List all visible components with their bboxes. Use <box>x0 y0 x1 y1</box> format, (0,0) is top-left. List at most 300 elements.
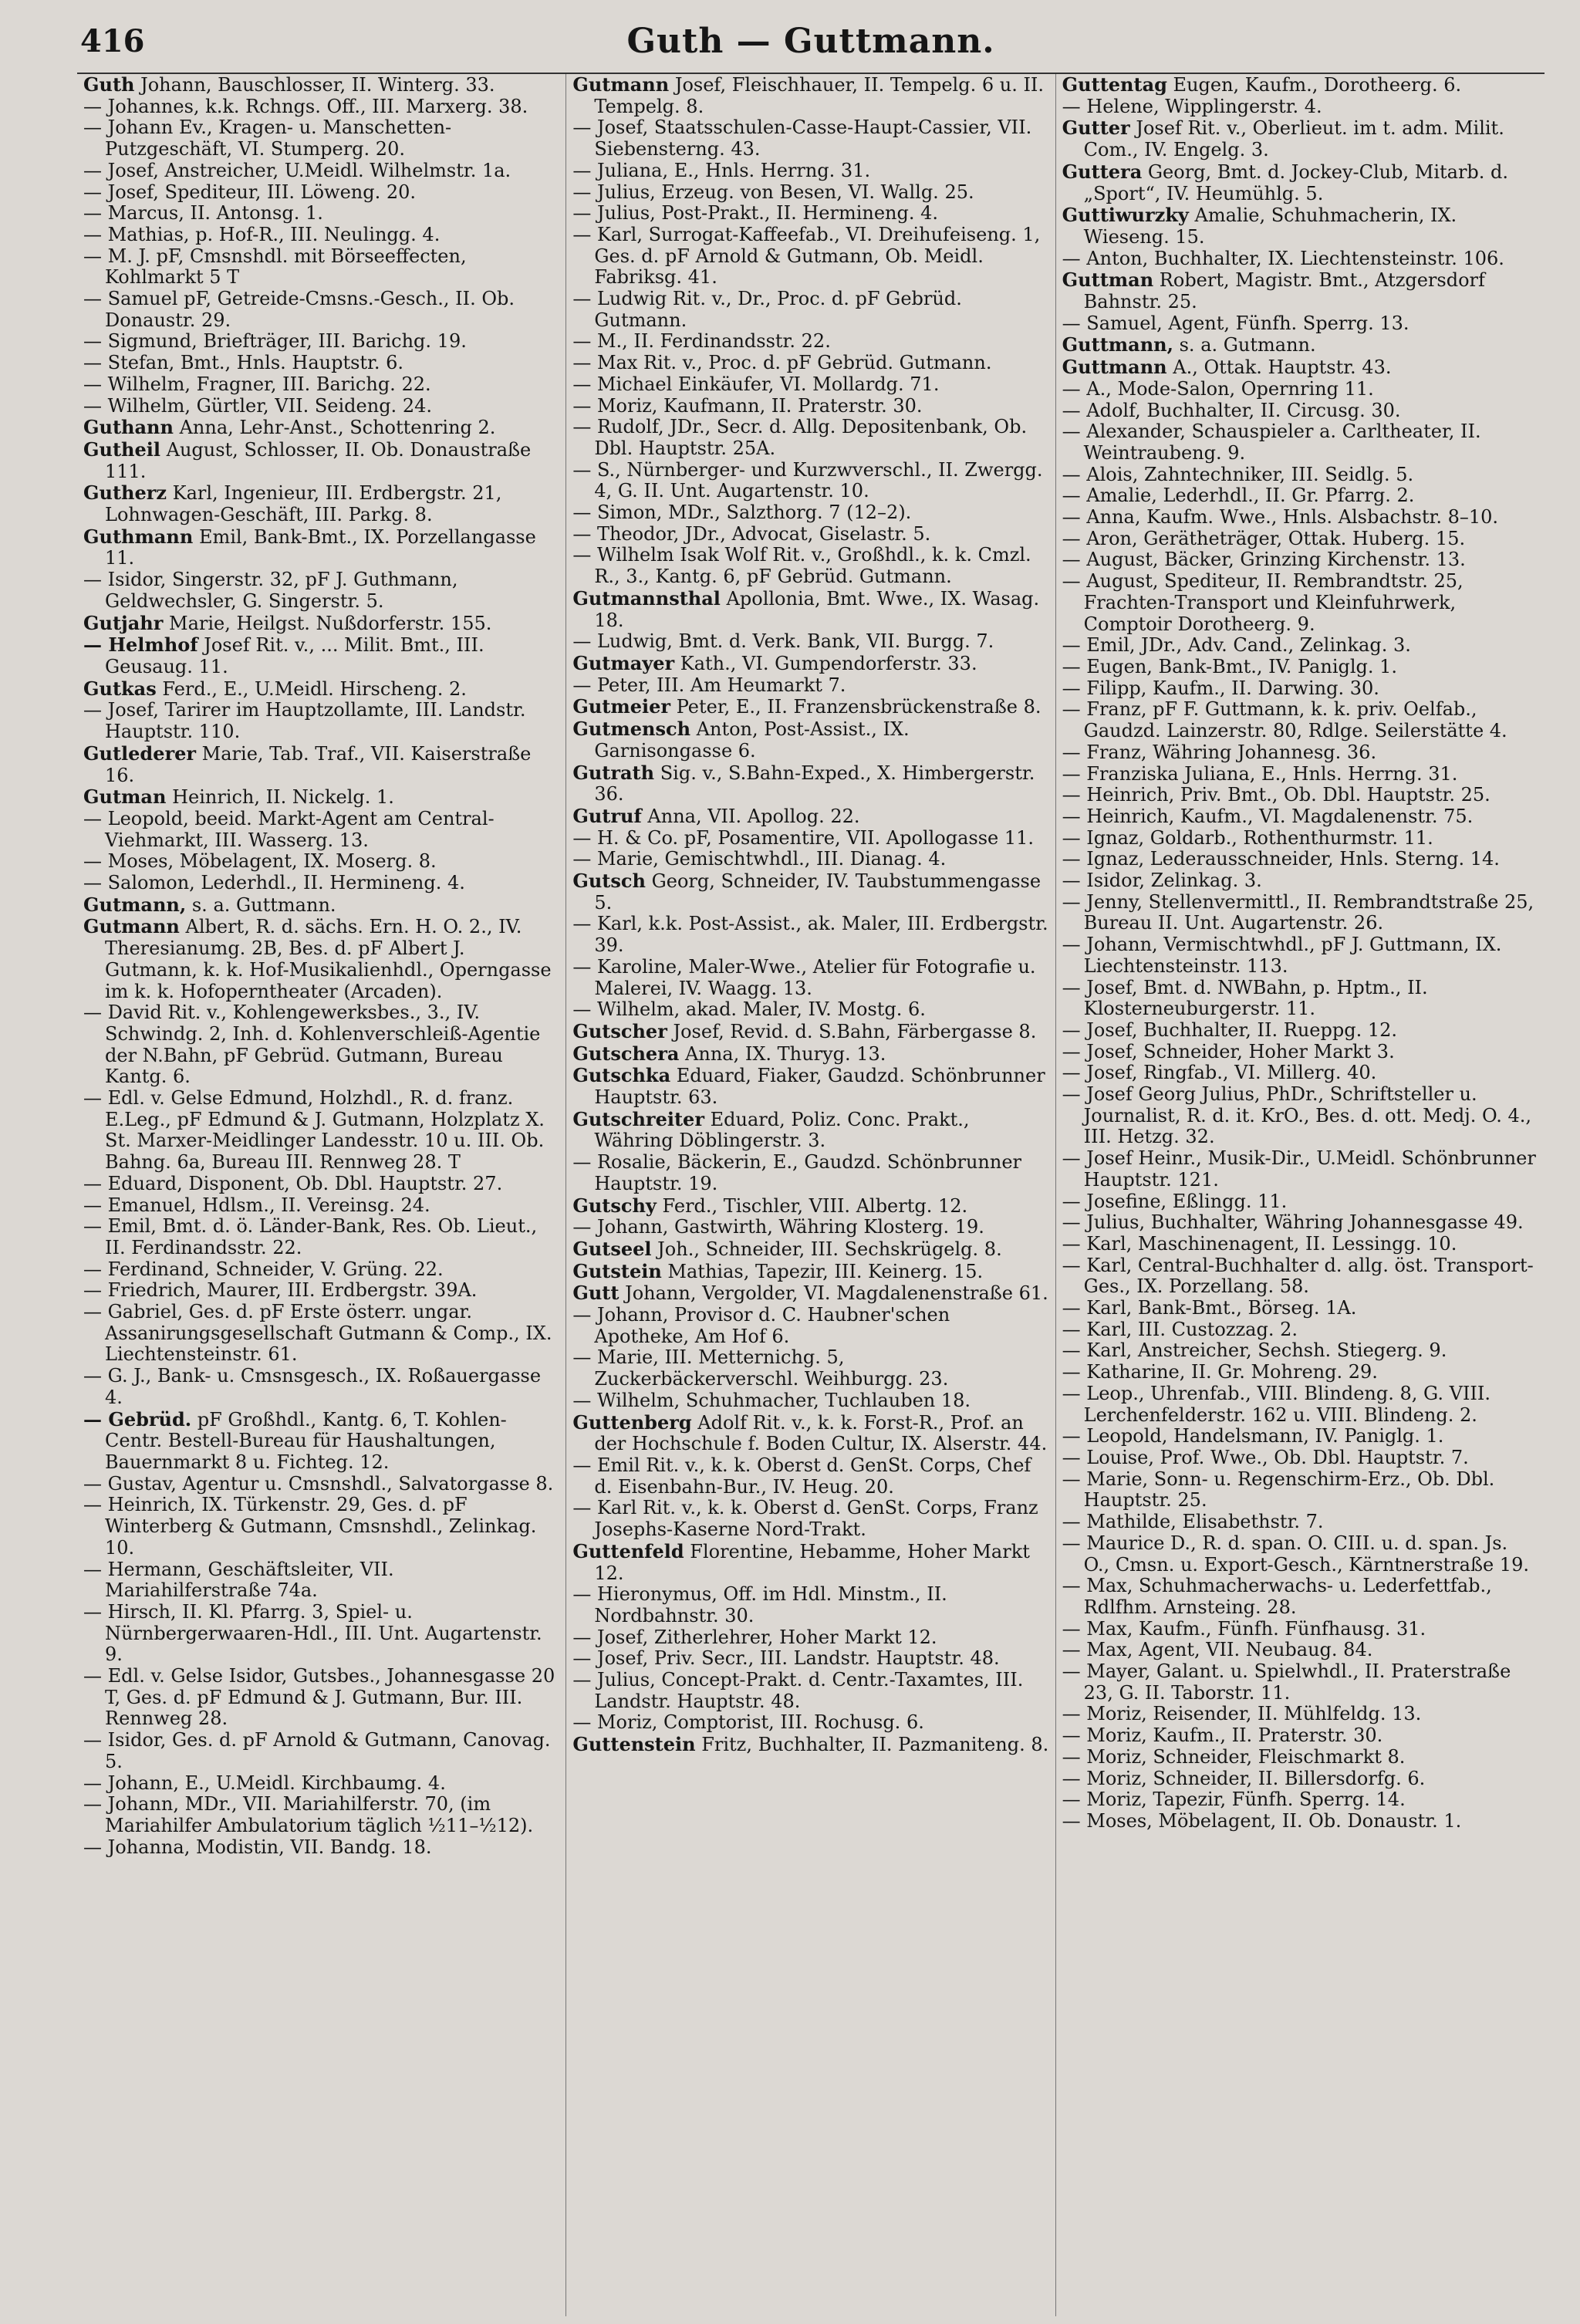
entry-surname: Gutmeier <box>572 695 671 718</box>
entry-text: — Moriz, Schneider, II. Billersdorfg. 6. <box>1062 1767 1426 1789</box>
entry-surname: Guthann <box>83 416 174 439</box>
entry-text: — Edl. v. Gelse Isidor, Gutsbes., Johannesgasse 20 T, Ges. d. pF Edmund & J. Gutmann, Bur. III. Rennweg 28. <box>83 1665 555 1730</box>
entry-text: — Juliana, E., Hnls. Herrng. 31. <box>572 159 871 181</box>
directory-entry <box>1062 400 1538 422</box>
entry-surname: Guthmann <box>83 525 194 548</box>
entry-text: — Samuel pF, Getreide-Cmsns.-Gesch., II. Ob. Donaustr. 29. <box>83 288 515 331</box>
directory-entry <box>83 353 559 374</box>
directory-entry <box>83 743 559 786</box>
entry-text: — Theodor, JDr., Advocat, Giselastr. 5. <box>572 522 931 545</box>
entry-text: — Marie, Sonn- u. Regenschirm-Erz., Ob. Dbl. Hauptstr. 25. <box>1062 1468 1495 1512</box>
entry-text: — Peter, III. Am Heumarkt 7. <box>572 674 846 696</box>
directory-entry <box>1062 764 1538 785</box>
entry-text: — Moses, Möbelagent, II. Ob. Donaustr. 1. <box>1062 1809 1462 1832</box>
directory-entry <box>83 1195 559 1217</box>
directory-entry <box>1062 635 1538 657</box>
directory-entry <box>83 1216 559 1258</box>
entry-surname: Gutmensch <box>572 718 691 741</box>
entry-text: — Karl, Bank-Bmt., Börseg. 1A. <box>1062 1297 1357 1319</box>
entry-text: — August, Bäcker, Grinzing Kirchenstr. 13. <box>1062 549 1466 571</box>
directory-columns <box>77 74 1545 2316</box>
entry-text: Kath., VI. Gumpendorferstr. 33. <box>674 652 977 674</box>
entry-text: Apollonia, Bmt. Wwe., IX. Wasag. 18. <box>594 587 1040 631</box>
entry-text: — Helene, Wipplingerstr. 4. <box>1062 95 1322 117</box>
entry-text: — Heinrich, Kaufm., VI. Magdalenenstr. 75. <box>1062 805 1474 827</box>
directory-entry <box>572 74 1048 117</box>
directory-entry <box>1062 1298 1538 1319</box>
directory-entry <box>83 225 559 246</box>
directory-entry <box>1062 1319 1538 1341</box>
entry-text: — Hirsch, II. Kl. Pfarrg. 3, Spiel- u. Nürnbergerwaaren-Hdl., III. Unt. Augartenstr. 9. <box>83 1600 542 1666</box>
directory-entry <box>1062 313 1538 335</box>
entry-text: Eugen, Kaufm., Dorotheerg. 6. <box>1166 74 1462 96</box>
directory-entry <box>83 117 559 160</box>
entry-text: A., Ottak. Hauptstr. 43. <box>1166 356 1392 379</box>
directory-entry <box>1062 678 1538 700</box>
directory-entry <box>83 1837 559 1859</box>
entry-text: — Wilhelm, akad. Maler, IV. Mostg. 6. <box>572 998 926 1021</box>
directory-entry <box>83 289 559 331</box>
directory-entry <box>1062 849 1538 870</box>
directory-entry <box>83 1666 559 1730</box>
entry-surname: Gutheil <box>83 437 160 461</box>
directory-entry <box>572 1584 1048 1626</box>
entry-text: — Rudolf, JDr., Secr. d. Allg. Depositenbank, Ob. Dbl. Hauptstr. 25A. <box>572 416 1028 459</box>
entry-surname: Gutmann, <box>83 893 187 916</box>
entry-text: — Franziska Juliana, E., Hnls. Herrng. 31. <box>1062 762 1458 785</box>
directory-entry <box>572 828 1048 850</box>
entry-text: Anna, IX. Thuryg. 13. <box>679 1042 886 1065</box>
entry-text: — Eugen, Bank-Bmt., IV. Paniglg. 1. <box>1062 655 1398 677</box>
entry-text: — Heinrich, IX. Türkenstr. 29, Ges. d. pF Winterberg & Gutmann, Cmsnshdl., Zelinkag. 10. <box>83 1494 537 1559</box>
entry-surname: Gutt <box>572 1282 620 1305</box>
entry-text: Florentine, Hebamme, Hoher Markt 12. <box>594 1540 1030 1584</box>
directory-entry <box>83 1174 559 1195</box>
directory-entry <box>83 246 559 289</box>
directory-entry <box>1062 117 1538 160</box>
directory-entry <box>1062 161 1538 204</box>
directory-entry <box>572 1195 1048 1218</box>
entry-text: — Amalie, Lederhdl., II. Gr. Pfarrg. 2. <box>1062 485 1415 507</box>
directory-column-left <box>77 74 565 2316</box>
directory-entry <box>1062 269 1538 312</box>
directory-entry <box>83 526 559 569</box>
entry-text: — Franz, pF F. Guttmann, k. k. priv. Oelfab., Gaudzd. Lainzerstr. 80, Rdlge. Seilerstätte 4. <box>1062 698 1507 742</box>
directory-entry <box>572 1734 1048 1756</box>
entry-surname: Gutmann <box>83 915 180 938</box>
directory-entry <box>572 182 1048 204</box>
entry-text: — Emil, Bmt. d. ö. Länder-Bank, Res. Ob. Lieut., II. Ferdinandsstr. 22. <box>83 1215 538 1258</box>
directory-entry <box>83 96 559 118</box>
directory-entry <box>572 653 1048 675</box>
directory-entry <box>1062 1148 1538 1191</box>
directory-entry <box>1062 485 1538 507</box>
entry-text: — Karl, k.k. Post-Assist., ak. Maler, III. Erdbergstr. 39. <box>572 913 1048 957</box>
entry-text: — Johann, Gastwirth, Währing Klosterg. 19. <box>572 1216 984 1238</box>
directory-entry <box>83 894 559 917</box>
directory-entry <box>572 1390 1048 1412</box>
entry-text: Johann, Bauschlosser, II. Winterg. 33. <box>134 74 495 96</box>
entry-surname: Gutmann <box>572 74 670 96</box>
entry-text: — Max Rit. v., Proc. d. pF Gebrüd. Gutmann. <box>572 352 992 374</box>
entry-text: — Sigmund, Briefträger, III. Barichg. 19. <box>83 330 467 353</box>
directory-entry <box>1062 1020 1538 1042</box>
entry-surname: Gutrath <box>572 761 655 784</box>
directory-entry <box>1062 870 1538 892</box>
entry-text: — Josef, Buchhalter, II. Rueppg. 12. <box>1062 1018 1397 1041</box>
entry-surname: Guttmann <box>1062 356 1167 379</box>
directory-entry <box>1062 828 1538 850</box>
directory-entry <box>572 396 1048 417</box>
directory-entry <box>83 851 559 873</box>
entry-text: — Mathias, p. Hof-R., III. Neulingg. 4. <box>83 223 441 245</box>
directory-entry <box>83 1495 559 1559</box>
entry-text: — M. J. pF, Cmsnshdl. mit Börseeffecten, Kohlmarkt 5 T <box>83 245 467 289</box>
directory-entry <box>83 396 559 417</box>
entry-text: Josef Rit. v., ... Milit. Bmt., III. Geusaug. 11. <box>105 634 484 677</box>
entry-surname: Guttenfeld <box>572 1539 684 1562</box>
directory-entry <box>83 809 559 851</box>
directory-entry <box>1062 96 1538 118</box>
entry-text: — Johann Ev., Kragen- u. Manschetten-Putzgeschäft, VI. Stumperg. 20. <box>83 117 452 160</box>
directory-entry <box>572 1305 1048 1347</box>
directory-column-right <box>1055 74 1545 2316</box>
directory-entry <box>1062 421 1538 464</box>
directory-entry <box>572 1261 1048 1283</box>
directory-entry <box>83 1259 559 1281</box>
directory-entry <box>572 1455 1048 1498</box>
entry-text: — Franz, Währing Johannesg. 36. <box>1062 741 1377 763</box>
entry-text: — David Rit. v., Kohlengewerksbes., 3., IV. Schwindg. 2, Inh. d. Kohlenverschleiß-Agentie der N.Bahn, pF Gebrüd. Gutmann, Bureau Kantg. 6. <box>83 1002 541 1088</box>
entry-text: — Emil, JDr., Adv. Cand., Zelinkag. 3. <box>1062 634 1411 657</box>
entry-text: — Adolf, Buchhalter, II. Circusg. 30. <box>1062 399 1401 421</box>
entry-text: Karl, Ingenieur, III. Erdbergstr. 21, Lohnwagen-Geschäft, III. Parkg. 8. <box>105 482 502 526</box>
entry-text: Ferd., Tischler, VIII. Albertg. 12. <box>656 1194 968 1217</box>
entry-text: — Isidor, Zelinkag. 3. <box>1062 870 1262 892</box>
directory-entry <box>1062 1362 1538 1383</box>
entry-text: Emil, Bank-Bmt., IX. Porzellangasse 11. <box>105 525 536 569</box>
directory-entry <box>1062 507 1538 529</box>
entry-surname: Gutruf <box>572 804 642 827</box>
entry-text: Marie, Heilgst. Nußdorferstr. 155. <box>163 612 492 634</box>
directory-entry <box>572 117 1048 160</box>
directory-entry <box>1062 1576 1538 1618</box>
directory-entry <box>83 74 559 96</box>
directory-entry <box>572 1648 1048 1670</box>
entry-surname: Gutscher <box>572 1019 667 1042</box>
directory-entry <box>1062 657 1538 678</box>
directory-entry <box>572 1670 1048 1712</box>
directory-entry <box>83 1773 559 1795</box>
entry-text: — Friedrich, Maurer, III. Erdbergstr. 39A. <box>83 1279 478 1302</box>
directory-entry <box>1062 1062 1538 1084</box>
entry-surname: Gutseel <box>572 1237 652 1260</box>
directory-entry <box>1062 1255 1538 1298</box>
entry-text: — Josefine, Eßlingg. 11. <box>1062 1190 1288 1212</box>
directory-entry <box>1062 571 1538 635</box>
directory-entry <box>83 374 559 396</box>
entry-text: — Aron, Gerätheträger, Ottak. Huberg. 15. <box>1062 527 1466 549</box>
entry-text: — Wilhelm, Schuhmacher, Tuchlauben 18. <box>572 1389 971 1411</box>
directory-entry <box>572 1412 1048 1455</box>
directory-entry <box>1062 1533 1538 1576</box>
entry-text: — Moriz, Kaufm., II. Praterstr. 30. <box>1062 1724 1383 1747</box>
entry-text: — H. & Co. pF, Posamentire, VII. Apollogasse 11. <box>572 826 1035 849</box>
entry-text: — Julius, Erzeug. von Besen, VI. Wallg. 25. <box>572 181 974 203</box>
directory-entry <box>83 1559 559 1602</box>
entry-text: — M., II. Ferdinandsstr. 22. <box>572 330 831 353</box>
directory-entry <box>1062 1640 1538 1661</box>
directory-entry <box>572 1217 1048 1238</box>
entry-text: — Ignaz, Goldarb., Rothenthurmstr. 11. <box>1062 826 1433 849</box>
directory-entry <box>1062 248 1538 270</box>
entry-text: — Hermann, Geschäftsleiter, VII. Mariahilferstraße 74a. <box>83 1558 394 1602</box>
entry-text: — Moriz, Reisender, II. Mühlfeldg. 13. <box>1062 1703 1422 1725</box>
entry-text: — Filipp, Kaufm., II. Darwing. 30. <box>1062 677 1379 699</box>
directory-entry <box>572 524 1048 546</box>
directory-entry <box>572 331 1048 353</box>
directory-entry <box>83 160 559 182</box>
entry-text: — Leopold, Handelsmann, IV. Paniglg. 1. <box>1062 1425 1444 1447</box>
entry-text: Joh., Schneider, III. Sechskrügelg. 8. <box>651 1238 1002 1260</box>
directory-entry <box>572 1152 1048 1194</box>
entry-text: — Johannes, k.k. Rchngs. Off., III. Marxerg. 38. <box>83 95 528 117</box>
entry-text: — Josef, Staatsschulen-Casse-Haupt-Cassier, VII. Siebensterng. 43. <box>572 117 1032 160</box>
directory-entry <box>1062 892 1538 934</box>
directory-entry <box>572 870 1048 914</box>
entry-surname: Gutschera <box>572 1042 680 1065</box>
directory-entry <box>83 1002 559 1088</box>
entry-text: — Edl. v. Gelse Edmund, Holzhdl., R. d. franz. E.Leg., pF Edmund & J. Gutmann, Holzplatz X. St. Marxer-Meidlinger Landesstr. 10 u. III. Ob. Bahng. 6a, Bureau III. Rennweg 28. T <box>83 1087 545 1174</box>
directory-entry <box>1062 204 1538 248</box>
directory-column-middle <box>565 74 1055 2316</box>
directory-entry <box>83 482 559 525</box>
entry-text: — Moriz, Schneider, Fleischmarkt 8. <box>1062 1745 1406 1768</box>
entry-text: — Johann, MDr., VII. Mariahilferstr. 70, (im Mariahilfer Ambulatorium täglich ½11–½12). <box>83 1793 534 1836</box>
directory-entry <box>572 1627 1048 1649</box>
entry-surname: Gutschka <box>572 1064 671 1087</box>
directory-entry <box>83 700 559 742</box>
entry-text: — Isidor, Ges. d. pF Arnold & Gutmann, Canovag. 5. <box>83 1729 551 1772</box>
entry-text: — Marcus, II. Antonsg. 1. <box>83 202 323 225</box>
directory-entry <box>1062 1661 1538 1704</box>
entry-text: — Johann, E., U.Meidl. Kirchbaumg. 4. <box>83 1772 446 1794</box>
entry-text: — Gustav, Agentur u. Cmsnshdl., Salvatorgasse 8. <box>83 1472 554 1495</box>
entry-text: — Emil Rit. v., k. k. Oberst d. GenSt. Corps, Chef d. Eisenbahn-Bur., IV. Heug. 20. <box>572 1454 1031 1498</box>
directory-entry <box>572 588 1048 631</box>
entry-text: — G. J., Bank- u. Cmsnsgesch., IX. Roßauergasse 4. <box>83 1365 542 1408</box>
entry-text: — Simon, MDr., Salzthorg. 7 (12–2). <box>572 502 912 524</box>
directory-entry <box>83 786 559 809</box>
directory-entry <box>1062 1191 1538 1213</box>
entry-text: — Anton, Buchhalter, IX. Liechtensteinstr. 106. <box>1062 247 1504 269</box>
entry-surname: Guttmann, <box>1062 333 1173 356</box>
directory-entry <box>1062 1512 1538 1533</box>
directory-entry <box>1062 934 1538 977</box>
entry-text: — Josef, Schneider, Hoher Markt 3. <box>1062 1040 1395 1062</box>
entry-surname: Gutlederer <box>83 741 197 765</box>
directory-entry <box>572 806 1048 828</box>
entry-text: — Josef Heinr., Musik-Dir., U.Meidl. Schönbrunner Hauptstr. 121. <box>1062 1147 1536 1191</box>
entry-text: — Louise, Prof. Wwe., Ob. Dbl. Hauptstr. 7. <box>1062 1447 1469 1468</box>
entry-surname: Guttenstein <box>572 1733 696 1756</box>
directory-entry <box>1062 1768 1538 1790</box>
directory-entry <box>1062 1340 1538 1362</box>
directory-entry <box>83 439 559 482</box>
entry-text: — Karl Rit. v., k. k. Oberst d. GenSt. Corps, Franz Josephs-Kaserne Nord-Trakt. <box>572 1497 1038 1541</box>
directory-entry <box>1062 1619 1538 1640</box>
entry-text: — Johanna, Modistin, VII. Bandg. 18. <box>83 1836 432 1858</box>
entry-surname: Gutman <box>83 785 167 809</box>
entry-text: — Mayer, Galant. u. Spielwhdl., II. Praterstraße 23, G. II. Taborstr. 11. <box>1062 1660 1511 1704</box>
directory-entry <box>1062 529 1538 550</box>
directory-entry <box>1062 1042 1538 1063</box>
entry-text: — Karl, Surrogat-Kaffeefab., VI. Dreihufeiseng. 1, Ges. d. pF Arnold & Gutmann, Ob. Meidl. Fabriksg. 41. <box>572 223 1041 289</box>
directory-entry <box>572 1238 1048 1261</box>
entry-surname: Gutsch <box>572 870 646 893</box>
entry-text: — Stefan, Bmt., Hnls. Hauptstr. 6. <box>83 352 404 374</box>
directory-entry <box>83 417 559 439</box>
directory-entry <box>1062 742 1538 764</box>
entry-text: Josef, Revid. d. S.Bahn, Färbergasse 8. <box>667 1020 1037 1042</box>
entry-text: — Jenny, Stellenvermittl., II. Rembrandtstraße 25, Bureau II. Unt. Augartenstr. 26. <box>1062 890 1534 934</box>
entry-text: — Katharine, II. Gr. Mohreng. 29. <box>1062 1361 1378 1383</box>
directory-entry <box>572 914 1048 956</box>
directory-entry <box>83 613 559 635</box>
entry-text: Georg, Schneider, IV. Taubstummengasse 5. <box>594 870 1042 914</box>
entry-surname: Gutstein <box>572 1259 662 1282</box>
entry-text: — Moriz, Tapezir, Fünfh. Sperrg. 14. <box>1062 1789 1406 1811</box>
entry-text: — Julius, Concept-Prakt. d. Centr.-Taxamtes, III. Landstr. Hauptstr. 48. <box>572 1669 1024 1712</box>
entry-text: — Wilhelm Isak Wolf Rit. v., Großhdl., k. k. Cmzl. R., 3., Kantg. 6, pF Gebrüd. Gutmann. <box>572 544 1031 588</box>
page-number: 416 <box>80 23 145 59</box>
entry-text: s. a. Gutmann. <box>1173 334 1316 356</box>
entry-text: — Karl, Maschinenagent, II. Lessingg. 10. <box>1062 1232 1457 1255</box>
entry-text: — A., Mode-Salon, Opernring 11. <box>1062 377 1374 400</box>
entry-text: — Leop., Uhrenfab., VIII. Blindeng. 8, G. VIII. Lerchenfelderstr. 162 u. VIII. Blindeng. 2. <box>1062 1382 1491 1426</box>
entry-text: Georg, Bmt. d. Jockey-Club, Mitarb. d. „Sport“, IV. Heumühlg. 5. <box>1083 160 1509 204</box>
entry-text: Anton, Post-Assist., IX. Garnisongasse 6. <box>594 718 910 762</box>
entry-surname: — Helmhof <box>83 633 198 657</box>
entry-surname: Gutschy <box>572 1194 657 1217</box>
entry-text: — Moses, Möbelagent, IX. Moserg. 8. <box>83 850 437 873</box>
entry-surname: Guth <box>83 74 135 96</box>
entry-text: — Isidor, Singerstr. 32, pF J. Guthmann, Geldwechsler, G. Singerstr. 5. <box>83 569 458 612</box>
entry-text: — Julius, Post-Prakt., II. Hermineng. 4. <box>572 202 939 225</box>
directory-entry <box>572 999 1048 1021</box>
entry-text: Heinrich, II. Nickelg. 1. <box>166 786 394 809</box>
directory-entry <box>572 502 1048 524</box>
entry-text: — Mathilde, Elisabethstr. 7. <box>1062 1511 1324 1533</box>
entry-text: — Emanuel, Hdlsm., II. Vereinsg. 24. <box>83 1194 430 1216</box>
directory-entry <box>1062 1383 1538 1426</box>
entry-text: — Josef, Priv. Secr., III. Landstr. Hauptstr. 48. <box>572 1647 1000 1670</box>
entry-text: Ferd., E., U.Meidl. Hirscheng. 2. <box>156 677 467 700</box>
entry-text: — Max, Agent, VII. Neubaug. 84. <box>1062 1639 1373 1661</box>
directory-entry <box>1062 978 1538 1020</box>
directory-entry <box>572 1347 1048 1390</box>
entry-text: — Ferdinand, Schneider, V. Grüng. 22. <box>83 1258 444 1280</box>
entry-text: pF Großhdl., Kantg. 6, T. Kohlen-Centr. Bestell-Bureau für Haushaltungen, Bauernmarkt 8 u. Fichteg. 12. <box>105 1408 507 1473</box>
directory-entry <box>572 225 1048 289</box>
directory-entry <box>1062 464 1538 486</box>
directory-entry <box>572 957 1048 999</box>
entry-text: — Josef, Ringfab., VI. Millerg. 40. <box>1062 1062 1377 1084</box>
entry-text: — Eduard, Disponent, Ob. Dbl. Hauptstr. 27. <box>83 1172 503 1194</box>
entry-text: — Moriz, Comptorist, III. Rochusg. 6. <box>572 1711 924 1734</box>
directory-entry <box>83 1730 559 1772</box>
directory-entry <box>1062 356 1538 379</box>
directory-entry <box>1062 806 1538 828</box>
entry-text: Marie, Tab. Traf., VII. Kaiserstraße 16. <box>105 742 532 786</box>
entry-text: August, Schlosser, II. Ob. Donaustraße 111. <box>105 438 532 482</box>
entry-text: — Marie, Gemischtwhdl., III. Dianag. 4. <box>572 848 947 870</box>
directory-entry <box>572 631 1048 653</box>
directory-entry <box>1062 1725 1538 1747</box>
directory-entry <box>572 1498 1048 1540</box>
directory-entry <box>83 1302 559 1366</box>
entry-surname: Gutter <box>1062 117 1130 140</box>
entry-text: Peter, E., II. Franzensbrückenstraße 8. <box>670 696 1042 718</box>
directory-entry <box>572 1065 1048 1108</box>
directory-entry <box>83 203 559 225</box>
directory-entry <box>572 1043 1048 1066</box>
entry-text: Sig. v., S.Bahn-Exped., X. Himbergerstr. 36. <box>594 762 1035 806</box>
directory-entry <box>83 1602 559 1666</box>
entry-text: — Karl, Central-Buchhalter d. allg. öst. Transport-Ges., IX. Porzellang. 58. <box>1062 1254 1534 1298</box>
entry-text: — Ludwig, Bmt. d. Verk. Bank, VII. Burgg. 7. <box>572 630 994 653</box>
entry-surname: Gutmannsthal <box>572 586 721 610</box>
directory-entry <box>83 634 559 677</box>
entry-text: Eduard, Fiaker, Gaudzd. Schönbrunner Hauptstr. 63. <box>594 1065 1045 1109</box>
entry-text: — Wilhelm, Fragner, III. Barichg. 22. <box>83 373 431 395</box>
entry-text: — Salomon, Lederhdl., II. Hermineng. 4. <box>83 872 465 894</box>
entry-text: — Josef, Zitherlehrer, Hoher Markt 12. <box>572 1626 937 1648</box>
entry-text: — Josef, Spediteur, III. Löweng. 20. <box>83 181 417 203</box>
entry-text: — Karl, III. Custozzag. 2. <box>1062 1318 1298 1340</box>
entry-surname: Guttman <box>1062 269 1154 292</box>
entry-text: Anna, VII. Apollog. 22. <box>641 805 860 827</box>
entry-text: — Moriz, Kaufmann, II. Praterstr. 30. <box>572 394 923 417</box>
entry-text: — Michael Einkäufer, VI. Mollardg. 71. <box>572 373 940 395</box>
directory-entry <box>1062 549 1538 571</box>
directory-entry <box>1062 785 1538 806</box>
directory-entry <box>1062 1747 1538 1768</box>
directory-entry <box>83 1474 559 1495</box>
directory-entry <box>83 1366 559 1408</box>
directory-entry <box>572 160 1048 182</box>
entry-surname: Gutkas <box>83 677 157 700</box>
directory-entry <box>572 417 1048 459</box>
directory-entry <box>1062 1234 1538 1255</box>
directory-entry <box>572 1021 1048 1043</box>
entry-surname: Guttenberg <box>572 1410 692 1434</box>
entry-text: Mathias, Tapezir, III. Keinerg. 15. <box>661 1260 984 1282</box>
directory-entry <box>572 1541 1048 1584</box>
directory-entry <box>572 460 1048 502</box>
directory-entry <box>572 545 1048 587</box>
directory-entry <box>83 1088 559 1174</box>
directory-entry <box>572 289 1048 331</box>
directory-entry <box>1062 1212 1538 1234</box>
entry-surname: Gutjahr <box>83 611 164 634</box>
directory-entry <box>572 353 1048 374</box>
entry-surname: — Gebrüd. <box>83 1407 192 1431</box>
entry-text: — Julius, Buchhalter, Währing Johannesgasse 49. <box>1062 1211 1524 1234</box>
entry-text: — Samuel, Agent, Fünfh. Sperrg. 13. <box>1062 312 1410 334</box>
entry-surname: Gutherz <box>83 481 167 505</box>
directory-entry <box>83 1409 559 1474</box>
